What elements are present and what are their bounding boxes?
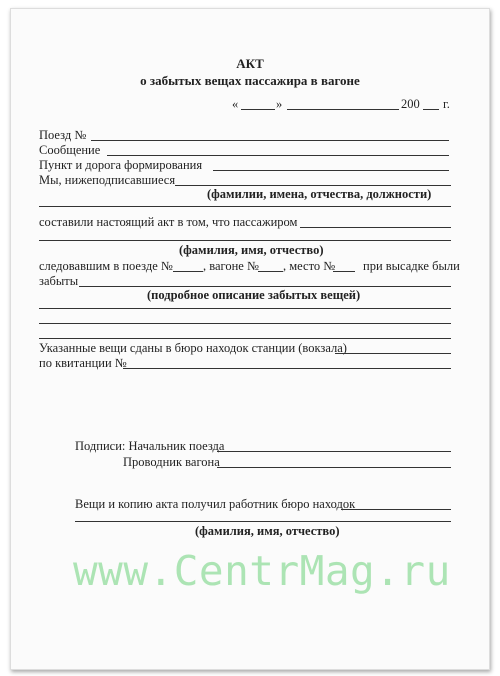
received-line xyxy=(341,509,451,510)
watermark-text: www.CentrMag.ru xyxy=(73,547,451,595)
forgotten-line xyxy=(79,286,451,287)
conductor-label: Проводник вагона xyxy=(123,455,220,469)
train-label: Поезд № xyxy=(39,128,87,142)
date-year-line xyxy=(423,109,439,110)
date-year-suffix: г. xyxy=(443,97,450,111)
receiver-line xyxy=(75,521,451,522)
passenger-line-2 xyxy=(39,240,451,241)
signatures-label: Подписи: Начальник поезда xyxy=(75,439,225,453)
compiled-label: составили настоящий акт в том, что пассажиром xyxy=(39,215,298,229)
train-line xyxy=(91,140,449,141)
message-label: Сообщение xyxy=(39,143,101,157)
conductor-signature-line xyxy=(217,467,451,468)
passenger-line xyxy=(300,227,451,228)
formation-label: Пункт и дорога формирования xyxy=(39,158,203,172)
traveling-disembark-label: при высадке были xyxy=(363,259,460,273)
date-close-quote: » xyxy=(276,97,283,111)
document-page xyxy=(10,8,490,670)
description-hint: (подробное описание забытых вещей) xyxy=(147,288,361,302)
date-day-line xyxy=(241,109,275,110)
handed-over-label: Указанные вещи сданы в бюро находок станции (вокзала) xyxy=(39,341,347,355)
train-chief-signature-line xyxy=(217,451,451,452)
undersigned-label: Мы, нижеподписавшиеся xyxy=(39,173,176,187)
date-open-quote: « xyxy=(232,97,239,111)
message-line xyxy=(107,155,449,156)
traveling-train-label: следовавшим в поезде № xyxy=(39,259,173,273)
date-year: 200 xyxy=(401,97,420,111)
traveling-seat-line xyxy=(333,271,355,272)
received-label: Вещи и копию акта получил работник бюро находок xyxy=(75,497,356,511)
description-line-3 xyxy=(39,338,451,339)
description-line-1 xyxy=(39,308,451,309)
handed-over-line xyxy=(335,353,451,354)
receipt-line xyxy=(123,368,451,369)
undersigned-line xyxy=(175,185,451,186)
forgotten-label: забыты xyxy=(39,274,79,288)
traveling-train-line xyxy=(173,271,203,272)
receipt-label: по квитанции № xyxy=(39,356,127,370)
traveling-car-label: , вагоне № xyxy=(203,259,259,273)
traveling-car-line xyxy=(258,271,283,272)
passenger-hint: (фамилия, имя, отчество) xyxy=(179,243,324,257)
undersigned-hint: (фамилии, имена, отчества, должности) xyxy=(207,187,432,201)
document-title: АКТ xyxy=(236,56,264,71)
formation-line xyxy=(213,170,449,171)
receiver-hint: (фамилия, имя, отчество) xyxy=(195,524,340,538)
traveling-seat-label: , место № xyxy=(283,259,336,273)
undersigned-line-2 xyxy=(39,206,451,207)
document-subtitle: о забытых вещах пассажира в вагоне xyxy=(140,73,360,88)
date-month-line xyxy=(287,109,399,110)
description-line-2 xyxy=(39,323,451,324)
